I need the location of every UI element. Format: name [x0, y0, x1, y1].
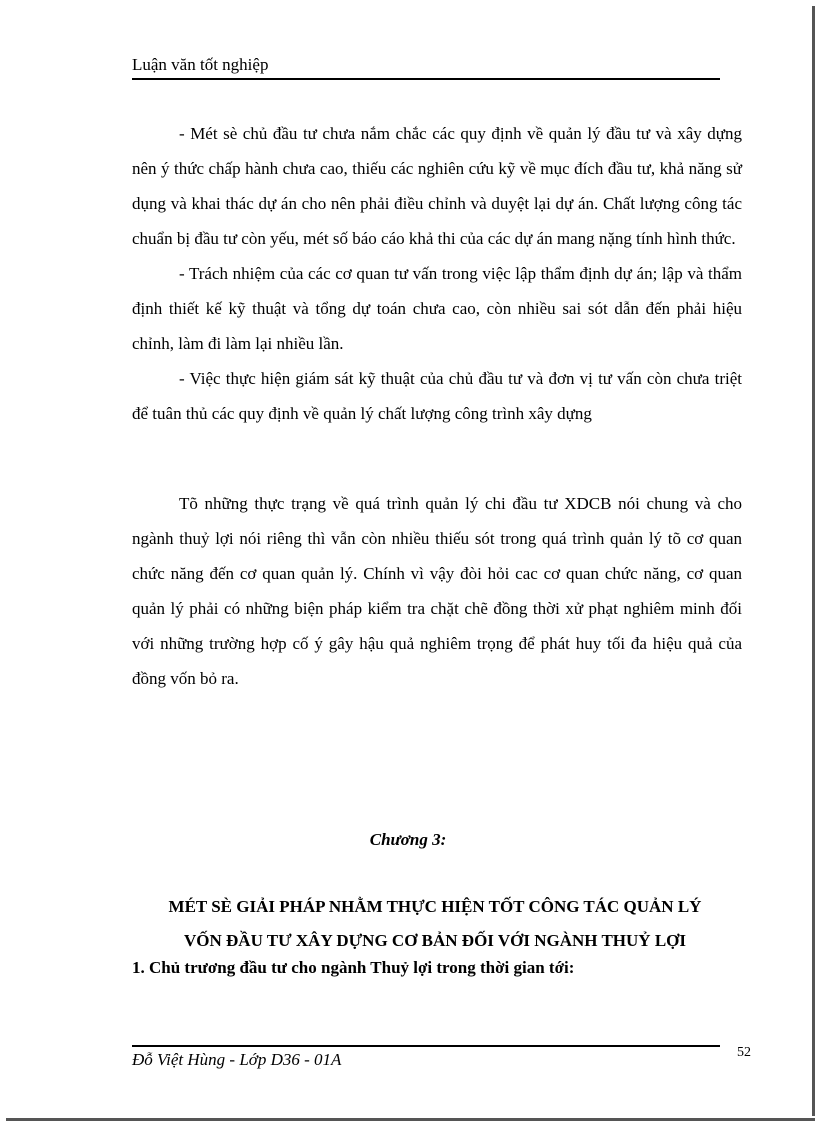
paragraph: - Trách nhiệm của các cơ quan tư vấn trong việc lập thẩm định dự án; lập và thẩm định thiết kế kỹ thuật và tổng dự toán chưa cao, còn nhiều sai sót dẫn đến phải hiệu chỉnh, làm đi làm lại nhiều lần. [132, 264, 742, 353]
chapter-label: Chương 3: [369, 830, 447, 849]
body-block-1 [132, 116, 742, 431]
chapter-title-line-2: VỐN ĐẦU TƯ XÂY DỰNG CƠ BẢN ĐỐI VỚI NGÀNH THUỶ LỢI [183, 931, 686, 950]
page-header [132, 50, 720, 80]
header-title: Luận văn tốt nghiệp [132, 55, 269, 74]
page-number: 52 [737, 1045, 751, 1060]
paragraph: Tõ những thực trạng về quá trình quản lý chi đầu tư XDCB nói chung và cho ngành thuỷ lợi nói riêng thì vẫn còn nhiều thiếu sót trong quá trình quản lý tõ cơ quan chức năng đến cơ quan quản lý. Chính vì vậy đòi hỏi cac cơ quan chức năng, cơ quan quản lý phải có những biện pháp kiểm tra chặt chẽ đồng thời xử phạt nghiêm minh đối với những trường hợp cố ý gây hậu quả nghiêm trọng để phát huy tối đa hiệu quả của đồng vốn bỏ ra. [132, 494, 742, 688]
body-block-2 [132, 486, 742, 696]
footer-author: Đỗ Việt Hùng - Lớp D36 - 01A [132, 1050, 342, 1069]
page-shadow-bottom [6, 1118, 815, 1121]
paragraph: - Mét sè chủ đầu tư chưa nắm chắc các quy định về quản lý đầu tư và xây dựng nên ý thức chấp hành chưa cao, thiếu các nghiên cứu kỹ về mục đích đầu tư, khả năng sử dụng và khai thác dự án cho nên phải điều chỉnh và duyệt lại dự án. Chất lượng công tác chuẩn bị đầu tư còn yếu, mét số báo cáo khả thi của các dự án mang nặng tính hình thức. [132, 124, 742, 248]
section-heading: 1. Chủ trương đầu tư cho ngành Thuỷ lợi trong thời gian tới: [132, 958, 575, 977]
footer-divider [132, 1045, 720, 1047]
chapter-title-line-1: MÉT SÈ GIẢI PHÁP NHẰM THỰC HIỆN TỐT CÔNG TÁC QUẢN LÝ [168, 897, 702, 916]
paragraph: - Việc thực hiện giám sát kỹ thuật của chủ đầu tư và đơn vị tư vấn còn chưa triệt để tuân thủ các quy định về quản lý chất lượng công trình xây dựng [132, 369, 742, 423]
page-shadow-right [812, 6, 815, 1116]
chapter-title [100, 890, 770, 958]
